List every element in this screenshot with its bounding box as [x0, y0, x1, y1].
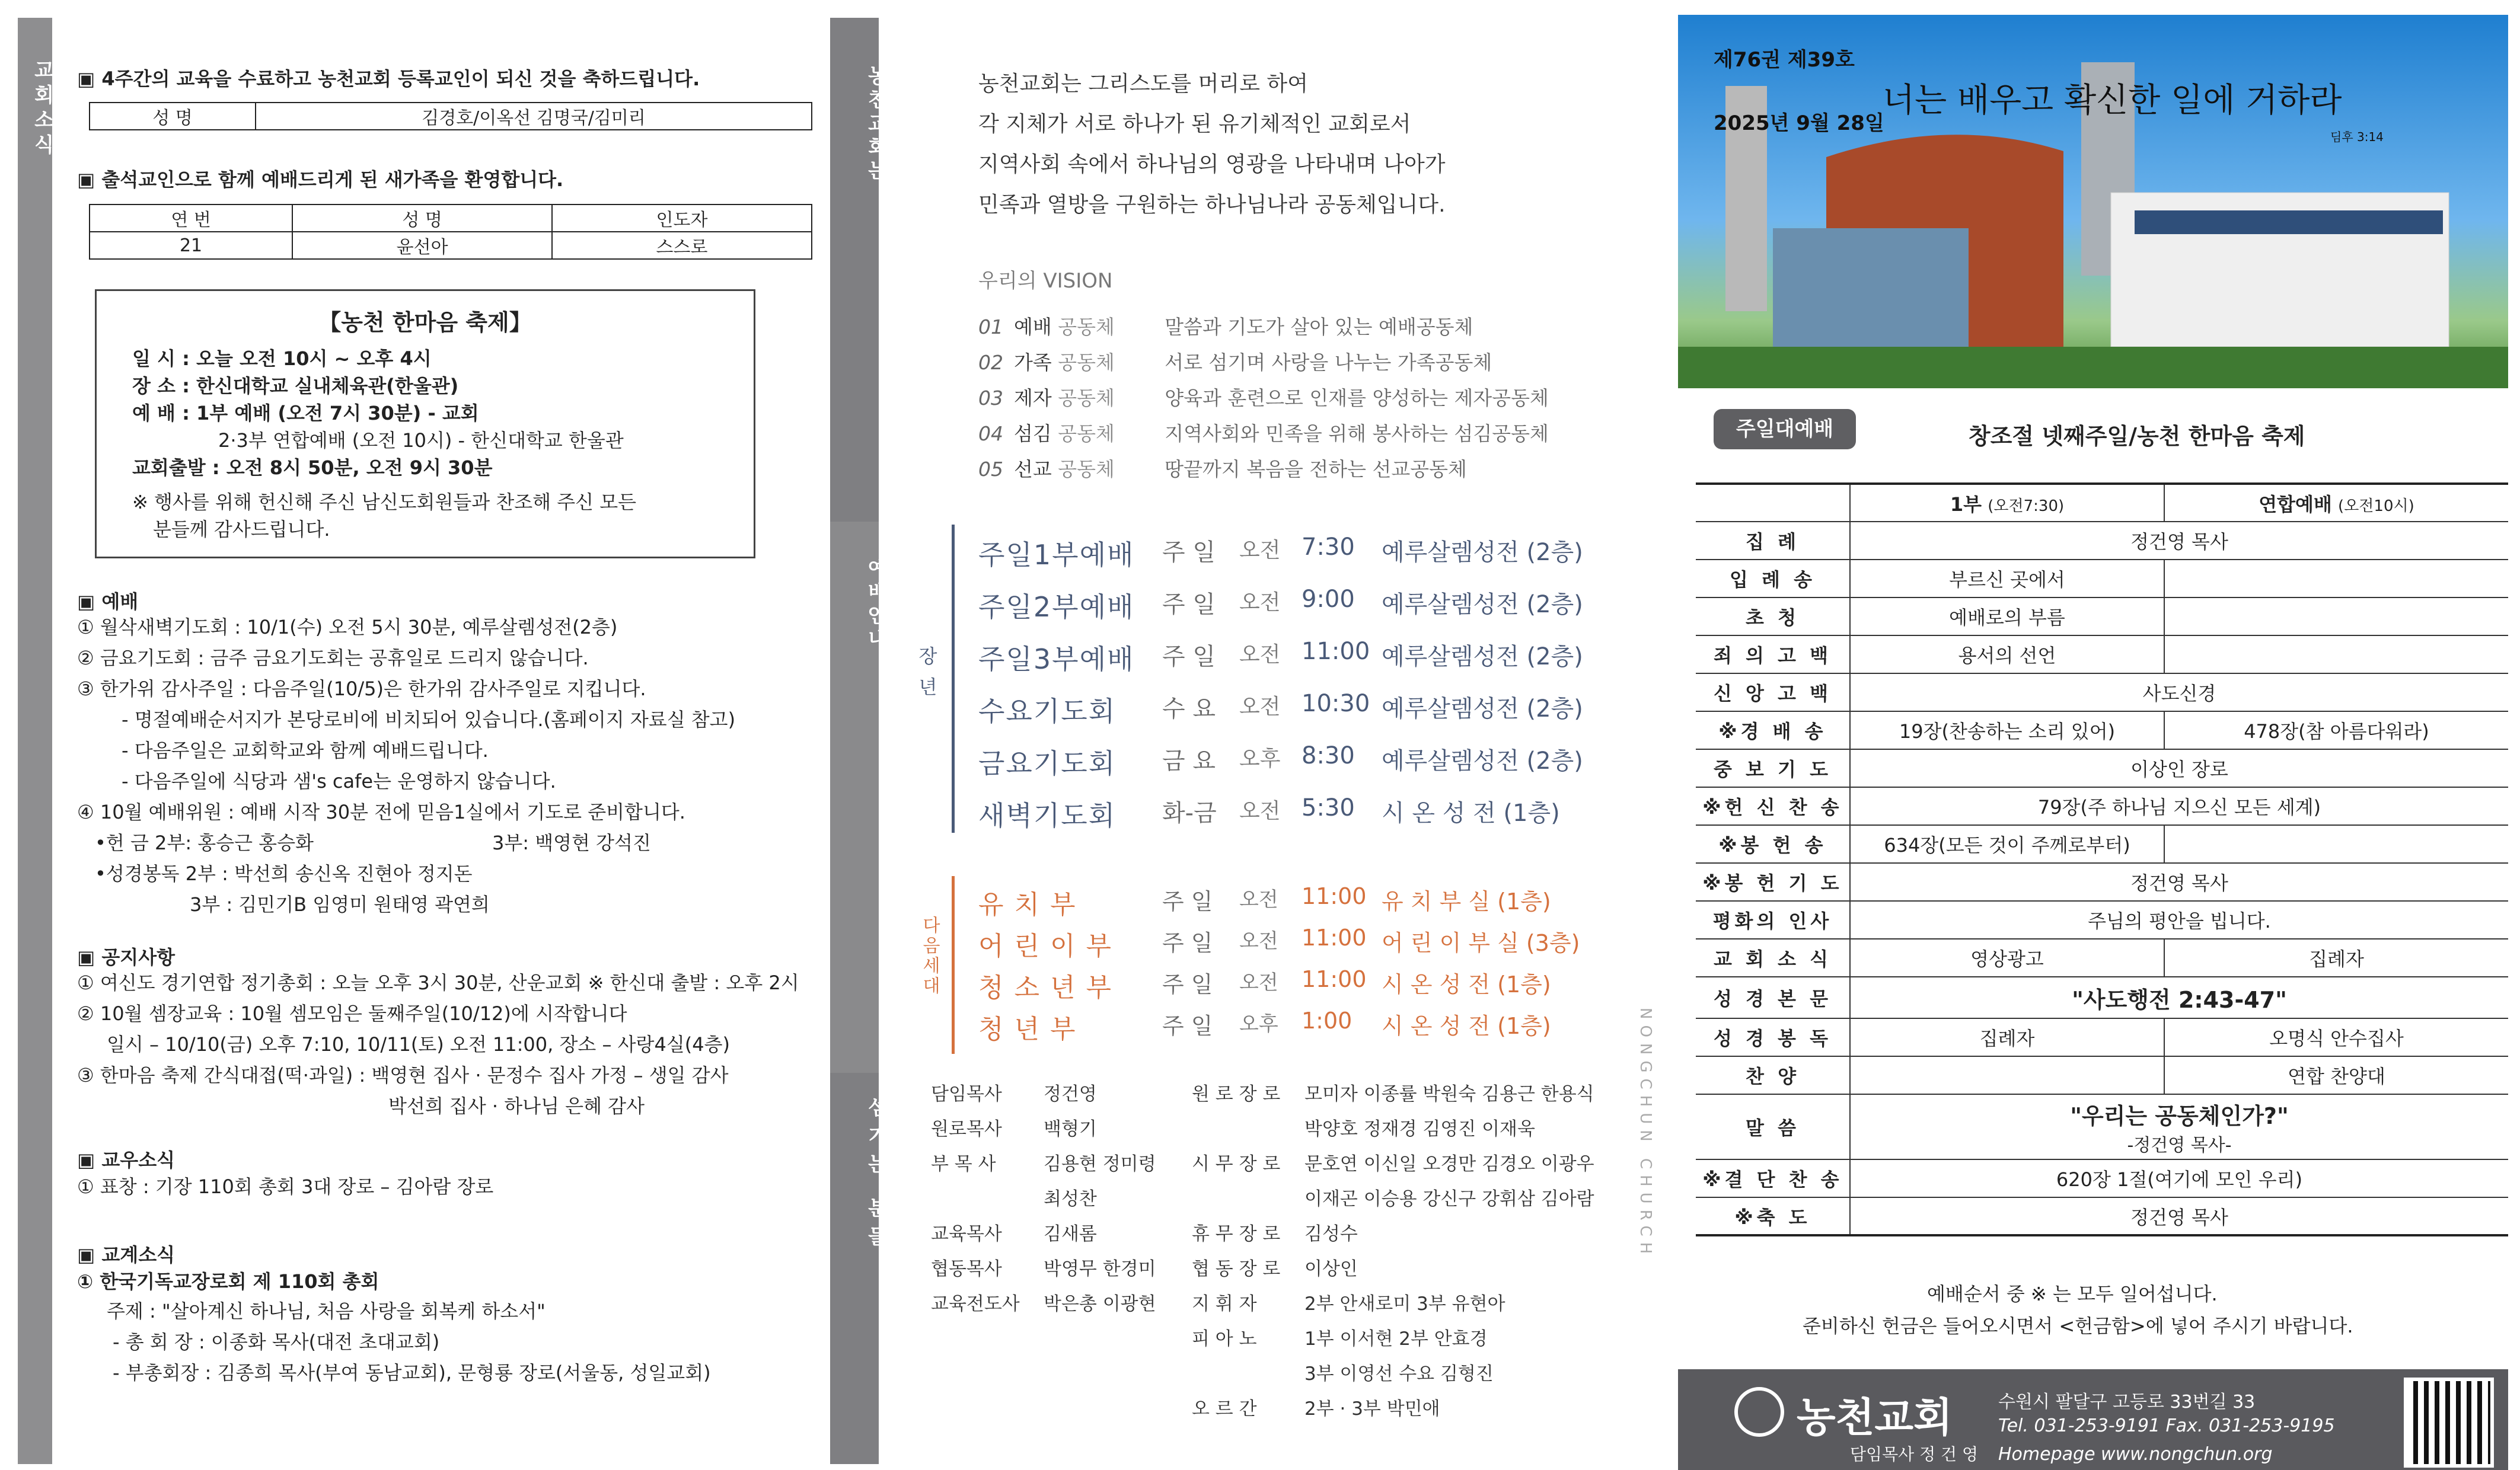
order-row: [1696, 939, 2508, 977]
vision-word: 선교: [1014, 458, 1052, 481]
order-label: ※경 배 송: [1696, 711, 1850, 749]
schedule-name: 수요기도회: [978, 695, 1117, 727]
order-value: [1850, 901, 2508, 939]
staff-row: [1192, 1219, 1358, 1245]
worship-line-1: ② 금요기도회 : 금주 금요기도회는 공휴일로 드리지 않습니다.: [77, 647, 589, 669]
worship-line-5: - 다음주일에 식당과 샘's cafe는 운영하지 않습니다.: [122, 770, 556, 792]
order-label: 찬 양: [1696, 1056, 1850, 1094]
staff-role: 피 아 노: [1192, 1328, 1257, 1350]
worship-title: ▣ 예배: [77, 590, 139, 613]
order-value-2: 오명식 안수집사: [2164, 1018, 2508, 1056]
schedule-place: 예루살렘성전 (2층): [1382, 643, 1583, 670]
schedule-time: 8:30: [1302, 742, 1355, 769]
schedule-ampm: 오전: [1239, 695, 1281, 719]
vision-desc: 지역사회와 민족을 위해 봉사하는 섬김공동체: [1165, 422, 1549, 445]
order-row: [1696, 711, 2508, 749]
s2-h0: 연 번: [90, 204, 292, 232]
schedule-name: 새벽기도회: [978, 800, 1117, 832]
schedule-place: 유 치 부 실 (1층): [1382, 889, 1551, 915]
tab-about-label: 농천교회는: [864, 65, 888, 184]
schedule-ampm: 오후: [1239, 1012, 1278, 1036]
order-value: [1850, 863, 2508, 901]
vision-item: [978, 454, 1467, 482]
order-row: [1696, 977, 2508, 1018]
order-label: 말 씀: [1696, 1094, 1850, 1159]
order-row: [1696, 749, 2508, 787]
footer-bar: [1678, 1369, 2508, 1470]
vision-item: [978, 312, 1473, 340]
festival-line-3: 2·3부 연합예배 (오전 10시) - 한신대학교 한울관: [218, 429, 624, 452]
s2-r2: 스스로: [552, 232, 812, 259]
vision-desc: 땅끝까지 복음을 전하는 선교공동체: [1165, 458, 1467, 481]
order-row: [1696, 1159, 2508, 1197]
s2-h2: 인도자: [552, 204, 812, 232]
vision-suffix: 공동체: [1058, 315, 1115, 338]
building-sign: [2135, 210, 2443, 234]
staff-names: 박은총 이광현: [1044, 1293, 1156, 1315]
worship-line-4: - 다음주일은 교회학교와 함께 예배드립니다.: [122, 739, 489, 762]
schedule-day: 주 일: [1162, 539, 1216, 566]
order-label: 초 청: [1696, 597, 1850, 635]
staff-row: [1192, 1114, 1535, 1140]
schedule-day: 주 일: [1162, 591, 1216, 618]
order-value-2: [2164, 560, 2508, 597]
staff-names: 최성찬: [1044, 1188, 1097, 1210]
staff-row: [931, 1219, 1097, 1245]
school-title: ▣ 교우소식: [77, 1149, 176, 1171]
staff-role: 원로목사: [931, 1119, 1002, 1140]
staff-names: 김성수: [1304, 1223, 1358, 1245]
staff-names: 박양호 정재경 김영진 이재욱: [1304, 1119, 1535, 1140]
order-label: 신 앙 고 백: [1696, 673, 1850, 711]
order-value-text: 정건영 목사: [2130, 1206, 2228, 1229]
staff-names: 2부 · 3부 박민애: [1304, 1398, 1440, 1420]
staff-role: 협 동 장 로: [1192, 1258, 1281, 1280]
worship-line-7: •헌 금 2부: 홍승근 홍승화: [95, 832, 314, 854]
order-note-1: 예배순서 중 ※ 는 모두 일어섭니다.: [1927, 1283, 2218, 1305]
order-row: [1696, 522, 2508, 560]
schedule-name: 청 년 부: [978, 1014, 1077, 1044]
staff-row: [931, 1114, 1097, 1140]
trees: [1678, 347, 2508, 388]
order-value-2: 연합 찬양대: [2164, 1056, 2508, 1094]
schedule-place: 시 온 성 전 (1층): [1382, 972, 1551, 998]
schedule-ampm: 오후: [1239, 747, 1281, 771]
staff-row: [1192, 1184, 1594, 1210]
schedule-day: 금 요: [1162, 747, 1216, 775]
vision-title: 우리의 VISION: [978, 269, 1113, 293]
vision-num: 01: [978, 315, 1003, 338]
order-label: 입 례 송: [1696, 560, 1850, 597]
staff-row: [1192, 1149, 1594, 1175]
staff-names: 이재곤 이승용 강신구 강휘삼 김아람: [1304, 1188, 1594, 1210]
vision-word: 제자: [1014, 386, 1052, 410]
staff-names: 문호연 이신일 오경만 김경오 이광우: [1304, 1153, 1594, 1175]
tab-about: [830, 18, 888, 522]
order-row: [1696, 1197, 2508, 1235]
next-gen-label: 다음세대: [919, 916, 940, 996]
worship-line-3: - 명절예배순서지가 본당로비에 비치되어 있습니다.(홈페이지 자료실 참고): [122, 708, 736, 731]
schedule-name: 주일2부예배: [978, 591, 1135, 623]
festival-box: [95, 289, 755, 558]
order-value-sub: -정건영 목사-: [2127, 1135, 2232, 1156]
s1-table: [89, 102, 812, 130]
order-note-2: 준비하신 헌금은 들어오시면서 <헌금함>에 넣어 주시기 바랍니다.: [1803, 1315, 2353, 1337]
order-label: 집 례: [1696, 522, 1850, 560]
tab-service: [830, 522, 888, 1073]
order-value: [1850, 977, 2508, 1018]
notice-line-4: 박선희 집사 · 하나님 은혜 감사: [388, 1095, 645, 1117]
vision-word: 가족: [1014, 351, 1052, 374]
schedule-place: 예루살렘성전 (2층): [1382, 539, 1583, 566]
intro: [978, 64, 1446, 225]
order-value: [1850, 1197, 2508, 1235]
vision-num: 04: [978, 422, 1003, 445]
staff-role: 지 휘 자: [1192, 1293, 1257, 1315]
order-row: [1696, 560, 2508, 597]
schedule-place: 시 온 성 전 (1층): [1382, 800, 1560, 827]
notice-line-0: ① 여신도 경기연합 정기총회 : 오늘 오후 3시 30분, 산운교회 ※ 한신대 출발 : 오후 2시: [77, 972, 799, 994]
order-label: 죄 의 고 백: [1696, 635, 1850, 673]
intro-line-0: 농천교회는 그리스도를 머리로 하여: [978, 72, 1308, 96]
staff-names: 박영무 한경미: [1044, 1258, 1156, 1280]
staff-names: 1부 이서현 2부 안효경: [1304, 1328, 1488, 1350]
tab-church-news-label: 교회소식: [30, 59, 54, 159]
order-value-text: "사도행전 2:43-47": [2072, 986, 2287, 1013]
order-row: [1696, 825, 2508, 863]
schedule-place: 어 린 이 부 실 (3층): [1382, 930, 1580, 956]
staff-row: [1192, 1359, 1494, 1385]
schedule-day: 주 일: [1162, 930, 1213, 956]
schedule-time: 11:00: [1302, 638, 1370, 665]
staff-role: 시 무 장 로: [1192, 1153, 1281, 1175]
notice-line-2: 일시 – 10/10(금) 오후 7:10, 10/11(토) 오전 11:00, 장소 – 사랑4실(4층): [107, 1033, 730, 1056]
order-table: [1696, 482, 2508, 1236]
festival-line-5: ※ 행사를 위해 헌신해 주신 남신도회원들과 찬조해 주신 모든: [132, 491, 637, 513]
col2-label: 연합예배: [2259, 493, 2332, 516]
schedule-place: 예루살렘성전 (2층): [1382, 591, 1583, 618]
denom-line-3: - 부총회장 : 김종희 목사(부여 동남교회), 문형룡 장로(서울동, 성일교회): [113, 1362, 711, 1384]
order-value: [1850, 749, 2508, 787]
notice-line-1: ② 10월 셈장교육 : 10월 셈모임은 둘째주일(10/12)에 시작합니다: [77, 1002, 627, 1025]
schedule-time: 5:30: [1302, 794, 1355, 822]
order-value-2: [2164, 825, 2508, 863]
order-value-text: 이상인 장로: [2130, 758, 2228, 781]
schedule-name: 주일1부예배: [978, 539, 1135, 571]
staff-names: 백형기: [1044, 1119, 1097, 1140]
order-label: 교 회 소 식: [1696, 939, 1850, 977]
order-value: [1850, 522, 2508, 560]
worship-line-6: ④ 10월 예배위원 : 예배 시작 30분 전에 믿음1실에서 기도로 준비합니다.: [77, 801, 685, 823]
s1-title: ▣ 4주간의 교육을 수료하고 농천교회 등록교인이 되신 것을 축하드립니다.: [77, 68, 700, 90]
schedule-time: 7:30: [1302, 533, 1355, 561]
staff-row: [1192, 1289, 1505, 1315]
vision-item: [978, 383, 1549, 411]
s2-r0: 21: [90, 232, 292, 259]
order-row: [1696, 787, 2508, 825]
staff-names: 모미자 이종률 박원숙 김용근 한용식: [1304, 1084, 1594, 1105]
staff-role: 담임목사: [931, 1084, 1002, 1105]
col2-time: (오전10시): [2338, 497, 2414, 515]
order-value-1: 영상광고: [1850, 939, 2164, 977]
schedule-name: 금요기도회: [978, 747, 1117, 779]
order-value-1: [1850, 1056, 2164, 1094]
intro-line-3: 민족과 열방을 구원하는 하나님나라 공동체입니다.: [978, 193, 1446, 217]
schedule-name: 청 소 년 부: [978, 973, 1112, 1003]
festival-line-4: 교회출발 : 오전 8시 50분, 오전 9시 30분: [132, 456, 493, 479]
tab-service-label: 예배안내: [864, 557, 888, 652]
service-badge: 주일대예배: [1714, 409, 1856, 449]
order-row: [1696, 597, 2508, 635]
staff-row: [931, 1184, 1097, 1210]
order-value-1: 부르신 곳에서: [1850, 560, 2164, 597]
footer-pastor: 담임목사 정 건 영: [1850, 1445, 1979, 1464]
schedule-ampm: 오전: [1239, 888, 1278, 912]
schedule-time: 11:00: [1302, 883, 1367, 909]
staff-names: 이상인: [1304, 1258, 1358, 1280]
order-value-text: 주님의 평안을 빕니다.: [2088, 910, 2271, 932]
s1-names: 김경호/이옥선 김명국/김미리: [256, 103, 812, 130]
schedule-place: 예루살렘성전 (2층): [1382, 747, 1583, 775]
order-value: [1850, 1094, 2508, 1159]
schedule-name: 유 치 부: [978, 890, 1077, 920]
s2-table: [89, 204, 812, 260]
vertical-brand: NONGCHUN CHURCH: [1637, 1008, 1654, 1260]
order-value-text: 사도신경: [2142, 682, 2216, 705]
schedule-day: 화-금: [1162, 800, 1217, 827]
schedule-day: 수 요: [1162, 695, 1216, 723]
order-value-2: [2164, 635, 2508, 673]
cover-date: 2025년 9월 28일: [1714, 111, 1884, 135]
staff-role: 교육전도사: [931, 1293, 1020, 1315]
schedule-time: 11:00: [1302, 925, 1367, 951]
schedule-ampm: 오전: [1239, 971, 1278, 995]
order-value-text: 620장 1절(여기에 모인 우리): [2056, 1168, 2303, 1191]
schedule-day: 주 일: [1162, 972, 1213, 998]
vision-item: [978, 347, 1492, 375]
staff-row: [931, 1254, 1156, 1280]
s1-header: 성 명: [90, 103, 256, 130]
schedule-time: 10:30: [1302, 690, 1370, 717]
order-row: [1696, 635, 2508, 673]
vision-word: 섬김: [1014, 422, 1052, 445]
schedule-name: 어 린 이 부: [978, 931, 1112, 961]
schedule-name: 주일3부예배: [978, 643, 1135, 675]
order-value-1: 용서의 선언: [1850, 635, 2164, 673]
vision-num: 02: [978, 351, 1003, 374]
order-value: [1850, 1159, 2508, 1197]
worship-line-0: ① 월삭새벽기도회 : 10/1(수) 오전 5시 30분, 예루살렘성전(2층): [77, 616, 618, 638]
staff-names: 2부 안새로미 3부 유현아: [1304, 1293, 1505, 1315]
cover-image: [1678, 15, 2508, 388]
vision-suffix: 공동체: [1058, 386, 1115, 410]
order-label: 평화의 인사: [1696, 901, 1850, 939]
order-value-1: 634장(모든 것이 주께로부터): [1850, 825, 2164, 863]
schedule-place: 시 온 성 전 (1층): [1382, 1013, 1551, 1039]
order-row: [1696, 673, 2508, 711]
next-bar: [952, 876, 955, 1054]
schedule-time: 1:00: [1302, 1008, 1352, 1034]
order-value-text: 79장(주 하나님 지으신 모든 세계): [2037, 796, 2321, 819]
worship-line-10: 3부 : 김민기B 임영미 원태영 곽연희: [190, 893, 490, 916]
staff-role: 협동목사: [931, 1258, 1002, 1280]
schedule-ampm: 오전: [1239, 643, 1281, 667]
intro-line-1: 각 지체가 서로 하나가 된 유기체적인 교회로서: [978, 112, 1411, 136]
col1-time: (오전7:30): [1988, 497, 2065, 515]
vision-num: 05: [978, 458, 1003, 481]
denom-title: ▣ 교계소식: [77, 1244, 176, 1266]
vision-suffix: 공동체: [1058, 351, 1115, 374]
schedule-day: 주 일: [1162, 1013, 1213, 1039]
denom-line-2: - 총 회 장 : 이종화 목사(대전 초대교회): [113, 1331, 440, 1353]
vision-desc: 말씀과 기도가 살아 있는 예배공동체: [1165, 315, 1473, 338]
staff-row: [931, 1149, 1156, 1175]
order-value-2: [2164, 597, 2508, 635]
vision-desc: 양육과 훈련으로 인재를 양성하는 제자공동체: [1165, 386, 1549, 410]
staff-row: [1192, 1394, 1440, 1420]
tab-servers: [830, 1073, 888, 1464]
denom-line-0: ① 한국기독교장로회 제 110회 총회: [77, 1270, 379, 1293]
schedule-ampm: 오전: [1239, 538, 1281, 563]
festival-line-0: 일 시 : 오늘 오전 10시 ~ 오후 4시: [132, 347, 432, 370]
schedule-ampm: 오전: [1239, 590, 1281, 615]
festival-line-6: 분들께 감사드립니다.: [153, 518, 330, 541]
staff-names: 김새롬: [1044, 1223, 1097, 1245]
schedule-place: 예루살렘성전 (2층): [1382, 695, 1583, 723]
order-label: ※결 단 찬 송: [1696, 1159, 1850, 1197]
festival-line-1: 장 소 : 한신대학교 실내체육관(한울관): [132, 375, 459, 397]
schedule-time: 11:00: [1302, 966, 1367, 992]
glass-facade: [1773, 228, 1969, 347]
staff-role: 교육목사: [931, 1223, 1002, 1245]
staff-row: [1192, 1324, 1488, 1350]
worship-line-8: 3부: 백영현 강석진: [492, 832, 651, 854]
staff-row: [1192, 1254, 1358, 1280]
sunday-title: 창조절 넷째주일/농천 한마음 축제: [1969, 423, 2305, 449]
vision-suffix: 공동체: [1058, 458, 1115, 481]
notice-line-3: ③ 한마음 축제 간식대접(떡·과일) : 백영현 집사 · 문정수 집사 가정 – 생일 감사: [77, 1064, 729, 1086]
tab-church-news: [18, 18, 52, 1464]
schedule-day: 주 일: [1162, 643, 1216, 670]
church-logo-icon: [1734, 1387, 1784, 1437]
order-label: 성 경 본 문: [1696, 977, 1850, 1018]
vision-desc: 서로 섬기며 사랑을 나누는 가족공동체: [1165, 351, 1492, 374]
footer-tel: Tel. 031-253-9191 Fax. 031-253-9195: [1998, 1415, 2335, 1436]
footer-address: 수원시 팔달구 고등로 33번길 33: [1998, 1392, 2256, 1413]
schedule-ampm: 오전: [1239, 799, 1281, 823]
vision-word: 예배: [1014, 315, 1052, 338]
staff-role: 원 로 장 로: [1192, 1084, 1281, 1105]
order-row: [1696, 1056, 2508, 1094]
order-label: 성 경 봉 독: [1696, 1018, 1850, 1056]
festival-line-2: 예 배 : 1부 예배 (오전 7시 30분) - 교회: [132, 402, 479, 424]
footer-homepage: Homepage www.nongchun.org: [1998, 1444, 2273, 1465]
qr-code-icon: [2407, 1381, 2490, 1464]
adult-label: 장년: [916, 646, 938, 708]
staff-row: [931, 1289, 1156, 1315]
order-label: ※축 도: [1696, 1197, 1850, 1235]
order-row: [1696, 1094, 2508, 1159]
cover-vol: 제76권 제39호: [1714, 48, 1855, 72]
schedule-time: 9:00: [1302, 586, 1355, 613]
worship-line-9: •성경봉독 2부 : 박선희 송신옥 진현아 정지돈: [95, 862, 473, 885]
order-row: [1696, 863, 2508, 901]
intro-line-2: 지역사회 속에서 하나님의 영광을 나타내며 나아가: [978, 152, 1446, 177]
cover-verse: 너는 배우고 확신한 일에 거하라: [1883, 81, 2342, 120]
schedule-day: 주 일: [1162, 889, 1213, 915]
school-line: ① 표창 : 기장 110회 총회 3대 장로 – 김아람 장로: [77, 1175, 494, 1198]
staff-names: 김용현 정미령: [1044, 1153, 1156, 1175]
order-value-text: 정건영 목사: [2130, 872, 2228, 894]
vision-suffix: 공동체: [1058, 422, 1115, 445]
order-value-1: 예배로의 부름: [1850, 597, 2164, 635]
col1-label: 1부: [1950, 493, 1982, 516]
order-label: ※헌 신 찬 송: [1696, 787, 1850, 825]
staff-role: 휴 무 장 로: [1192, 1223, 1281, 1245]
order-label: ※봉 헌 송: [1696, 825, 1850, 863]
order-label: ※봉 헌 기 도: [1696, 863, 1850, 901]
order-value-2: 집례자: [2164, 939, 2508, 977]
order-value: [1850, 787, 2508, 825]
footer-church-name: 농천교회: [1797, 1395, 1953, 1442]
vision-num: 03: [978, 386, 1003, 410]
staff-row: [1192, 1079, 1594, 1105]
s2-title: ▣ 출석교인으로 함께 예배드리게 된 새가족을 환영합니다.: [77, 168, 564, 191]
adult-bar: [952, 525, 955, 833]
vision-item: [978, 418, 1549, 446]
staff-names: 3부 이영선 수요 김형진: [1304, 1363, 1494, 1385]
order-value: [1850, 673, 2508, 711]
staff-role: 오 르 간: [1192, 1398, 1257, 1420]
order-value-text: "우리는 공동체인가?": [2070, 1102, 2289, 1129]
order-value-2: 478장(참 아름다워라): [2164, 711, 2508, 749]
schedule-ampm: 오전: [1239, 929, 1278, 953]
cover-ref: 딤후 3:14: [2330, 130, 2384, 144]
s2-h1: 성 명: [292, 204, 552, 232]
worship-line-2: ③ 한가위 감사주일 : 다음주일(10/5)은 한가위 감사주일로 지킵니다.: [77, 678, 646, 700]
order-value-1: 집례자: [1850, 1018, 2164, 1056]
order-row: [1696, 1018, 2508, 1056]
order-row: [1696, 901, 2508, 939]
order-label: 중 보 기 도: [1696, 749, 1850, 787]
tab-servers-label: 섬기는 분들: [864, 1097, 888, 1254]
denom-line-1: 주제 : "살아계신 하나님, 처음 사랑을 회복케 하소서": [107, 1300, 546, 1322]
s2-r1: 윤선아: [292, 232, 552, 259]
staff-names: 정건영: [1044, 1084, 1097, 1105]
staff-role: 부 목 사: [931, 1153, 996, 1175]
order-value-text: 정건영 목사: [2130, 531, 2228, 553]
festival-title: 【농천 한마음 축제】: [318, 309, 532, 335]
order-value-1: 19장(찬송하는 소리 있어): [1850, 711, 2164, 749]
notice-title: ▣ 공지사항: [77, 946, 176, 969]
staff-row: [931, 1079, 1097, 1105]
